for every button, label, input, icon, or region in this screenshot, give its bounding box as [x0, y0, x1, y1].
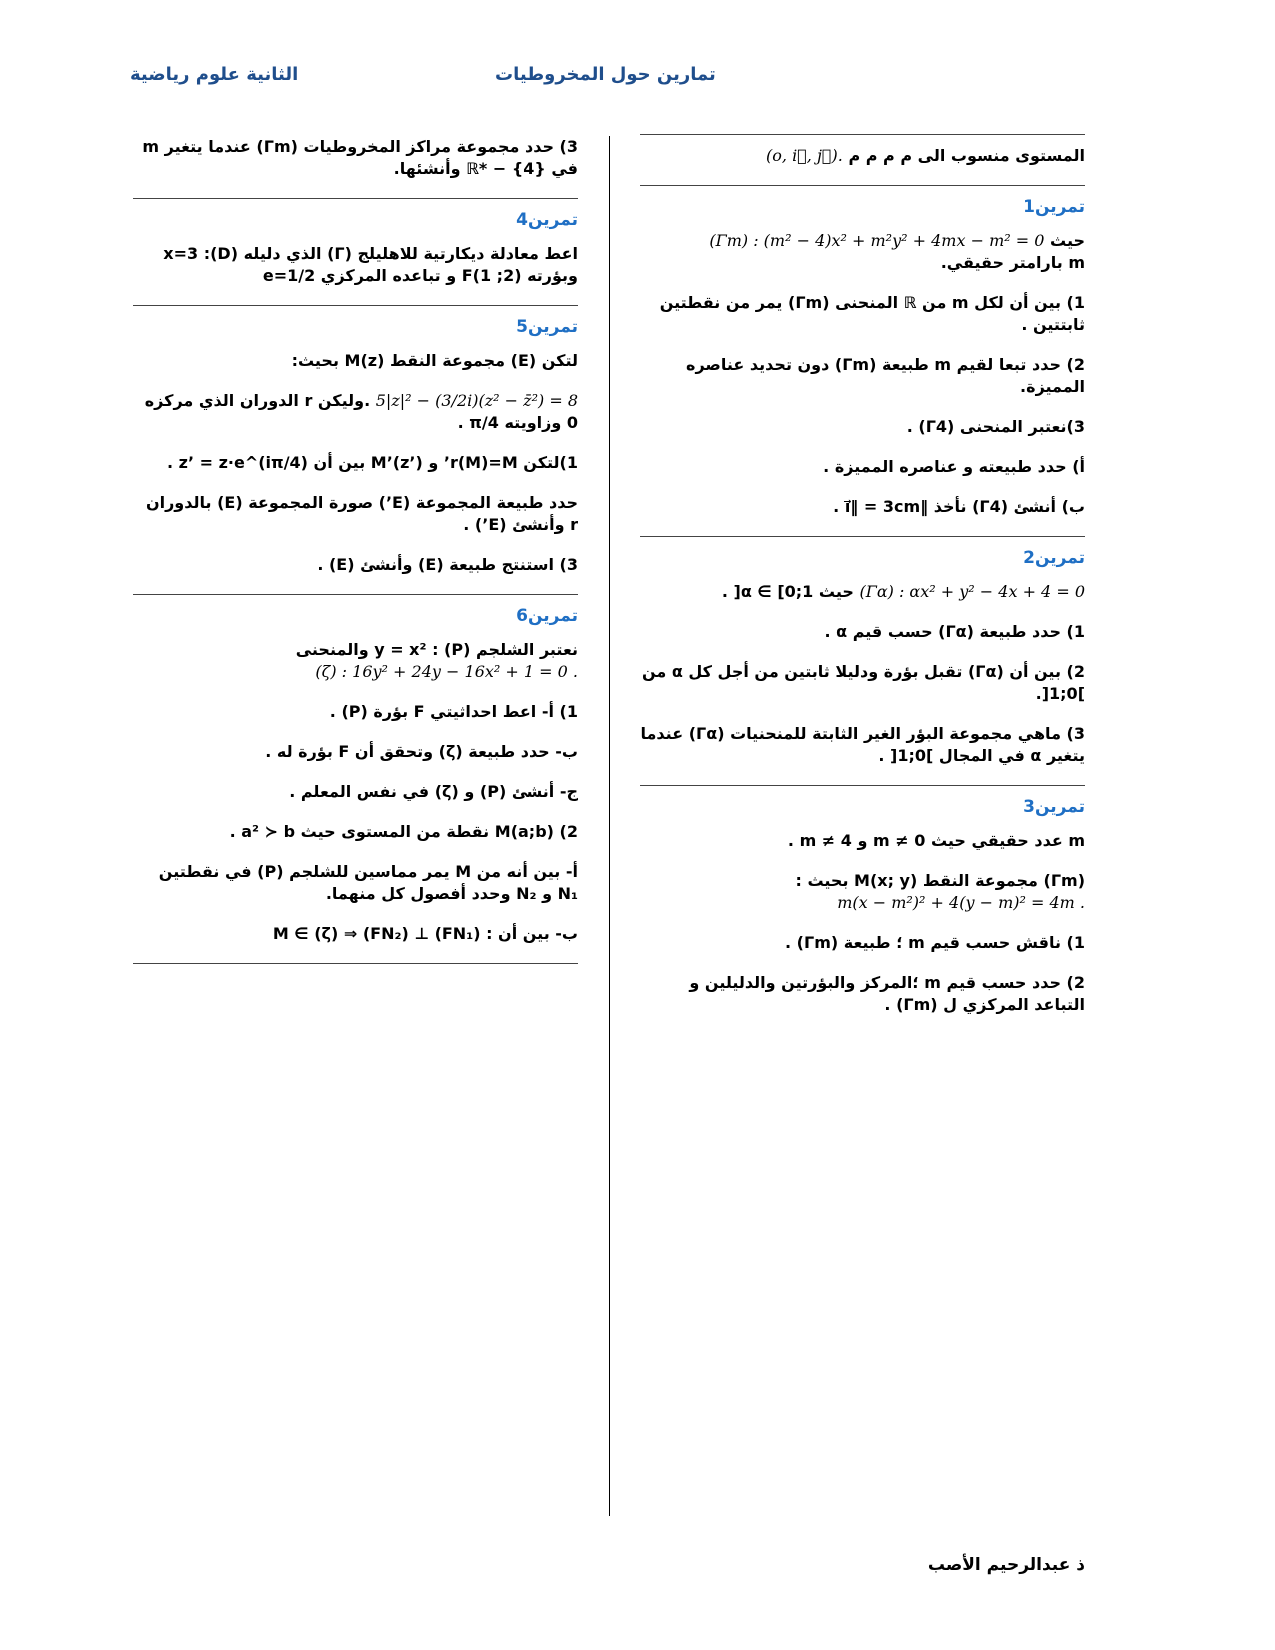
exercise-1-title: تمرين1 — [1023, 197, 1085, 217]
section-rule — [640, 785, 1085, 786]
left-column — [133, 136, 578, 974]
exercise-2-title: تمرين2 — [1023, 548, 1085, 568]
exercise-4-title: تمرين4 — [516, 210, 578, 230]
column-divider — [609, 136, 610, 1516]
intro-math: (o, i⃗, j⃗). — [766, 146, 843, 165]
exercise-6-title: تمرين6 — [516, 606, 578, 626]
ex3-q1: 1) ناقش حسب قيم m ؛ طبيعة (Γm) . — [785, 933, 1085, 952]
exercise-5-title: تمرين5 — [516, 317, 578, 337]
ex1-q3b: ب) أنشئ (Γ4) نأخذ ‖i⃗‖ = 3cm . — [833, 497, 1085, 516]
right-column — [640, 136, 1085, 1034]
ex5-q1: 1)لتكن r(M)=M’ و M’(z’) بين أن z’ = z·e^(iπ/4) . — [167, 453, 578, 472]
ex6-l1-text: نعتبر الشلجم (P) : y = x² والمنحنى — [295, 640, 578, 659]
ex2-eq-text: حيث α ∈ [0;1[ . — [721, 582, 854, 601]
section-rule — [640, 185, 1085, 186]
section-rule — [640, 134, 1085, 135]
ex5-l2-math: 5|z|² − (3/2i)(z² − z̄²) = 8 — [375, 391, 578, 410]
exercise-3-title: تمرين3 — [1023, 797, 1085, 817]
ex6-l1 — [133, 639, 578, 683]
intro-text: المستوى منسوب الى م م م م — [848, 146, 1085, 165]
ex2-eq-math: (Γα) : αx² + y² − 4x + 4 = 0 — [859, 582, 1085, 601]
ex6-q1c: ج- أنشئ (P) و (ζ) في نفس المعلم . — [289, 782, 578, 801]
ex6-l1-math: (ζ) : 16y² + 24y − 16x² + 1 = 0 . — [315, 662, 578, 681]
ex6-q2a: أ- بين أنه من M يمر مماسين للشلجم (P) في نقطتين N₁ و N₂ وحدد أفصول كل منهما. — [158, 862, 578, 903]
ex3-q3: 3) حدد مجموعة مراكز المخروطيات (Γm) عندما يتغير m في ℝ* − {4} وأنشئها. — [142, 137, 578, 178]
author: ذ عبدالرحيم الأصب — [927, 1555, 1085, 1575]
ex1-eq-math: (Γm) : (m² − 4)x² + m²y² + 4mx − m² = 0 — [709, 231, 1045, 250]
ex3-l2 — [640, 870, 1085, 914]
ex1-eq-text: حيث — [1050, 231, 1085, 250]
ex1-param: m بارامتر حقيقي. — [940, 253, 1085, 272]
ex5-l2-text: .وليكن r الدوران الذي مركزه 0 وزاويته π/4 . — [144, 391, 578, 432]
section-rule — [133, 305, 578, 306]
ex1-q3a: أ) حدد طبيعته و عناصره المميزة . — [823, 457, 1085, 476]
ex3-q2: 2) حدد حسب قيم m ؛المركز والبؤرتين والدليلين و التباعد المركزي ل (Γm) . — [689, 973, 1085, 1014]
ex2-q3: 3) ماهي مجموعة البؤر الغير الثابتة للمنحنيات (Γα) عندما يتغير α في المجال ]0;1[ . — [640, 724, 1085, 765]
intro — [640, 145, 1085, 167]
ex5-q3: 3) استنتج طبيعة (E) وأنشئ (E) . — [317, 555, 578, 574]
ex1-q1: 1) بين أن لكل m من ℝ المنحنى (Γm) يمر من نقطتين ثابتتين . — [659, 293, 1085, 334]
ex5-l2 — [133, 390, 578, 434]
ex1-q2: 2) حدد تبعا لقيم m طبيعة (Γm) دون تحديد عناصره المميزة. — [686, 355, 1085, 396]
ex6-q2b: ب- بين أن : (FN₁) ⊥ (FN₂) ⇒ M ∈ (ζ) — [272, 924, 578, 943]
ex6-q2: 2) M(a;b) نقطة من المستوى حيث a² ≻ b . — [229, 822, 578, 841]
ex4-l1: اعط معادلة ديكارتية للاهليلج (Γ) الذي دليله (D): x=3 وبؤرته F(1 ;2) و تباعده المركزي e=1/2 — [163, 244, 578, 285]
ex6-q1b: ب- حدد طبيعة (ζ) وتحقق أن F بؤرة له . — [265, 742, 578, 761]
ex2-q1: 1) حدد طبيعة (Γα) حسب قيم α . — [824, 622, 1085, 641]
ex5-q2: حدد طبيعة المجموعة (E’) صورة المجموعة (E) بالدوران r وأنشئ (E’) . — [145, 493, 578, 534]
ex1-q3: 3)نعتبر المنحنى (Γ4) . — [906, 417, 1085, 436]
ex2-equation — [640, 581, 1085, 603]
ex1-equation — [640, 230, 1085, 274]
ex3-l2-text: (Γm) مجموعة النقط M(x; y) بحيث : — [795, 871, 1085, 890]
section-rule — [640, 536, 1085, 537]
ex2-q2: 2) بين أن (Γα) تقبل بؤرة ودليلا ثابتين من أجل كل α من ]0;1[. — [641, 662, 1085, 703]
ex3-l1: m عدد حقيقي حيث m ≠ 0 و m ≠ 4 . — [787, 831, 1085, 850]
section-rule — [133, 963, 578, 964]
level-label: الثانية علوم رياضية — [130, 64, 299, 85]
ex6-q1a: 1) أ- اعط احداثيتي F بؤرة (P) . — [329, 702, 578, 721]
page-title: تمارين حول المخروطيات — [495, 64, 716, 85]
ex5-l1: لتكن (E) مجموعة النقط M(z) بحيث: — [291, 351, 578, 370]
section-rule — [133, 198, 578, 199]
ex3-l2-math: m(x − m²)² + 4(y − m)² = 4m . — [837, 893, 1085, 912]
section-rule — [133, 594, 578, 595]
